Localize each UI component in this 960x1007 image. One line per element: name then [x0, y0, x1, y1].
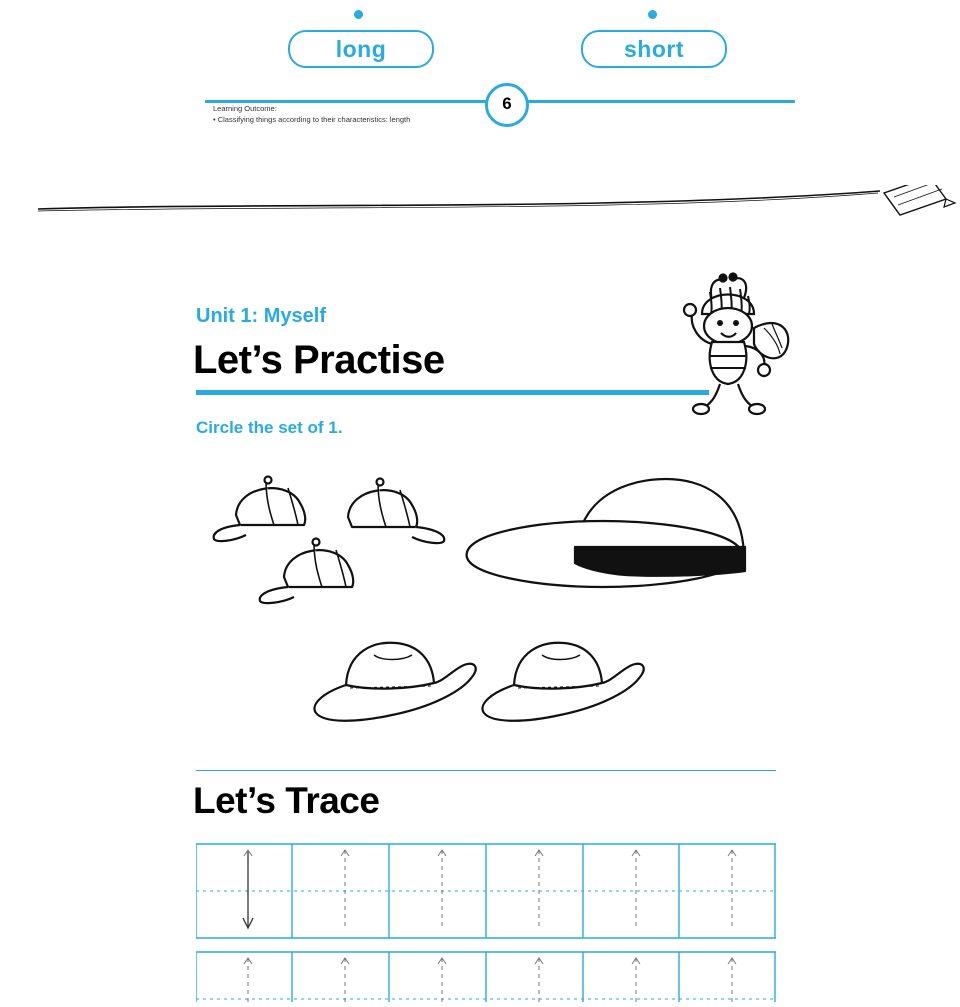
tracing-grid[interactable]: [196, 842, 776, 1002]
trace-divider: [196, 770, 776, 771]
option-pill-long[interactable]: long: [288, 30, 434, 68]
cowboy-hat-1: [314, 643, 475, 721]
cap-3: [260, 539, 353, 604]
cowboy-hat-2: [482, 643, 643, 721]
page-tear-edge: [0, 185, 960, 230]
hat-illustrations: [196, 455, 776, 755]
learning-outcome-title: Learning Outcome:: [213, 104, 277, 113]
unit-label: Unit 1: Myself: [196, 305, 327, 327]
option-pill-short[interactable]: short: [581, 30, 727, 68]
fedora-hat-1: [467, 479, 745, 587]
instruction-text: Circle the set of 1.: [196, 418, 343, 437]
pencil-icon: [884, 185, 955, 215]
trace-title: Let’s Trace: [193, 780, 380, 821]
cap-2: [348, 479, 444, 544]
bee-mascot-icon: [668, 270, 808, 420]
previous-page-footer: [0, 0, 960, 150]
page-number-badge: 6: [485, 83, 529, 127]
stroke-direction-arrow: [243, 852, 253, 928]
cap-1: [214, 477, 305, 542]
learning-outcome-text: • Classifying things according to their characteristics: length: [213, 115, 411, 124]
option-dot-long: [354, 10, 363, 19]
page-title: Let’s Practise: [193, 338, 445, 382]
title-underline: [196, 390, 709, 395]
option-dot-short: [648, 10, 657, 19]
